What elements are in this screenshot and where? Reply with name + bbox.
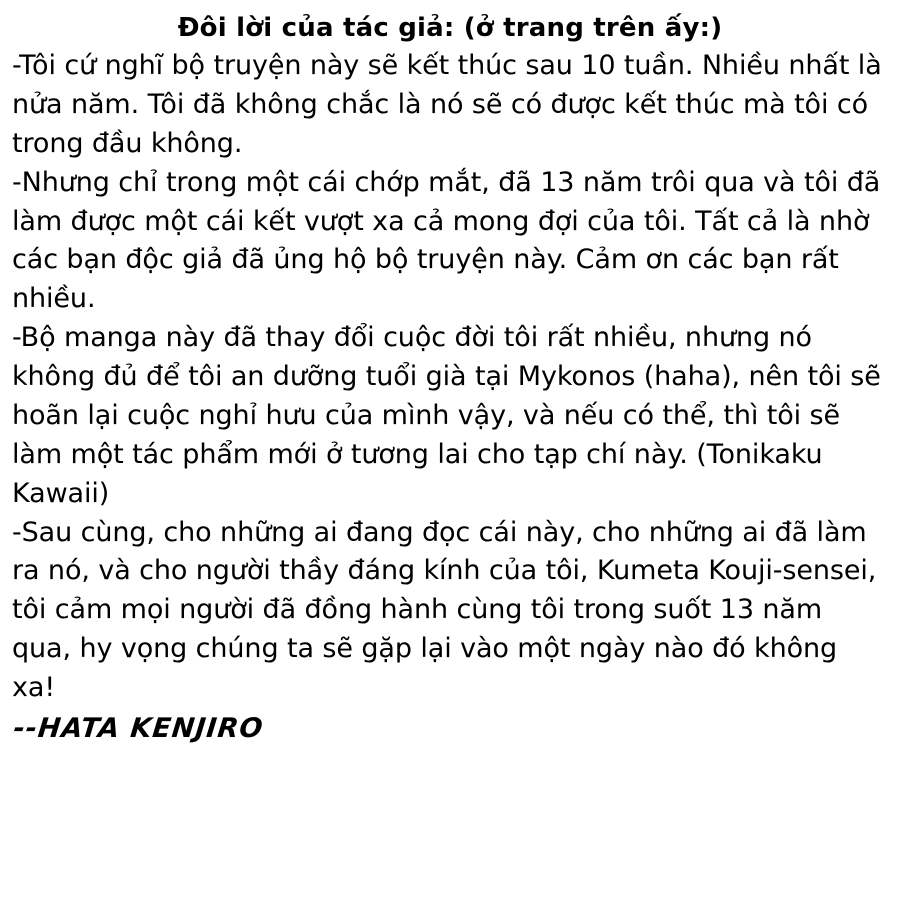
paragraph: -Sau cùng, cho những ai đang đọc cái này, cho những ai đã làm ra nó, và cho người thầy đáng kính của tôi, Kumeta Kouji-sensei, tôi cảm mọi người đã đồng hành cùng tôi trong suốt 13 năm qua, hy vọng chúng ta sẽ gặp lại vào một ngày nào đó không xa! xyxy=(12,516,877,704)
page-title: Đôi lời của tác giả: (ở trang trên ấy:) xyxy=(177,13,723,43)
paragraph: -Nhưng chỉ trong một cái chớp mắt, đã 13 năm trôi qua và tôi đã làm được một cái kết vượt xa cả mong đợi của tôi. Tất cả là nhờ các bạn độc giả đã ủng hộ bộ truyện này. Cảm ơn các bạn rất nhiều. xyxy=(12,166,881,315)
paragraph: -Tôi cứ nghĩ bộ truyện này sẽ kết thúc sau 10 tuần. Nhiều nhất là nửa năm. Tôi đã không chắc là nó sẽ có được kết thúc mà tôi có trong đầu không. xyxy=(12,50,882,159)
author-note-body xyxy=(12,47,888,708)
paragraph: -Bộ manga này đã thay đổi cuộc đời tôi rất nhiều, nhưng nó không đủ để tôi an dưỡng tuổi già tại Mykonos (haha), nên tôi sẽ hoãn lại cuộc nghỉ hưu của mình vậy, và nếu có thể, thì tôi sẽ làm một tác phẩm mới ở tương lai cho tạp chí này. (Tonikaku Kawaii) xyxy=(12,322,881,509)
author-signature: --HATA KENJIRO xyxy=(11,712,265,744)
